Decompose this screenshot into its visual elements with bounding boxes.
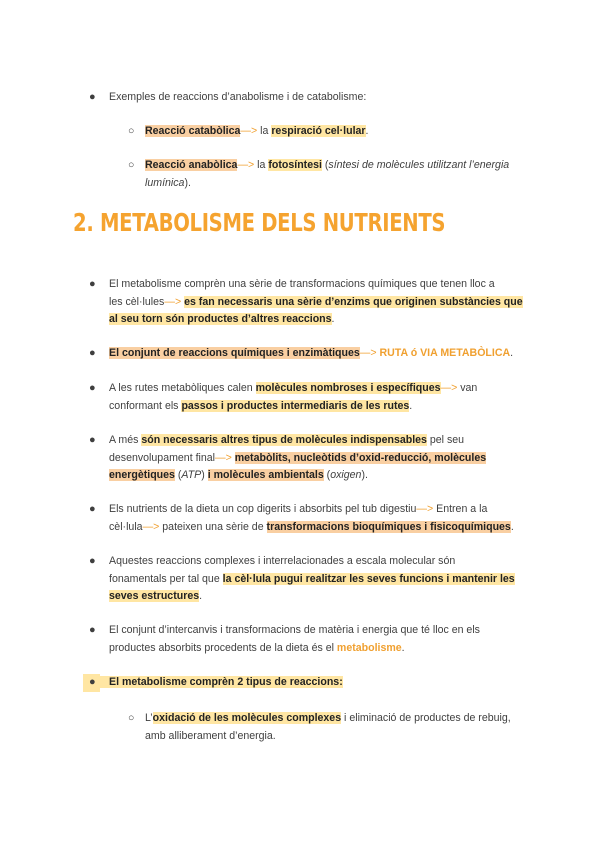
highlight: la cèl·lula pugui realitzar les seves funcions i mantenir les: [222, 572, 515, 585]
highlight: transformacions bioquímiques i fisicoquímiques: [266, 520, 511, 533]
paragraph-exchange: El conjunt d’intercanvis i transformacions de matèria i energia que té lloc en els productes absorbits procedents de la dieta és el metabolisme.: [109, 624, 480, 654]
highlight: El conjunt de reaccions químiques i enzimàtiques: [109, 347, 360, 359]
highlight: són necessaris altres tipus de molècules indispensables: [141, 434, 427, 446]
arrow: —>: [215, 451, 232, 464]
highlight: oxidació de les molècules complexes: [152, 712, 342, 724]
arrow: —>: [440, 382, 458, 394]
bullet-dot: ●: [89, 555, 96, 567]
highlight: metabòlits, nucleòtids d’oxid-reducció, molècules: [234, 451, 487, 464]
catabolic-term: Reacció catabòlica: [145, 125, 241, 137]
paragraph-types: [100, 674, 343, 692]
highlight: fotosíntesi: [268, 159, 322, 171]
arrow: —>: [359, 347, 377, 359]
bullet-dot: ●: [89, 91, 96, 103]
highlight: al seu torn són productes d’altres reaccions: [109, 313, 332, 325]
highlight: molècules nombroses i específiques: [255, 382, 441, 394]
arrow: —>: [164, 295, 182, 308]
sub-bullet-circle: ○: [128, 712, 135, 724]
anabolic-term: Reacció anabòlica: [145, 159, 238, 171]
arrow: —>: [237, 159, 255, 171]
highlight: i molècules ambientals: [207, 469, 324, 481]
paragraph-metabolism: El metabolisme comprèn una sèrie de transformacions químiques que tenen lloc a les cèl·lules—> es fan necessaris una sèrie d’enzims que originen substàncies que al seu torn són productes d’altres reaccions.: [109, 278, 523, 325]
highlight: passos i productes intermediaris de les rutes: [181, 399, 410, 412]
paragraph-oxidation: L’oxidació de les molècules complexes i eliminació de productes de rebuig, amb alliberament d’energia.: [145, 712, 511, 742]
highlight: seves estructures: [109, 590, 200, 602]
anabolic-item: Reacció anabòlica—> la fotosíntesi (síntesi de molècules utilitzant l’energia lumínica).: [145, 159, 510, 189]
arrow: —>: [240, 125, 258, 137]
paragraph-nutrients: Els nutrients de la dieta un cop digerits i absorbits pel tub digestiu—> Entren a la cèl·lula—> pateixen una sèrie de transformacions bioquímiques i fisicoquímiques.: [109, 503, 514, 533]
bullet-dot: ●: [89, 503, 96, 515]
metabolism-term: metabolisme: [336, 641, 402, 654]
bullet-dot: ●: [89, 347, 96, 359]
highlight: es fan necessaris una sèrie d’enzims que originen substàncies que: [184, 295, 523, 308]
arrow: —>: [416, 503, 434, 515]
section-heading: 2. METABOLISME DELS NUTRIENTS: [73, 208, 446, 237]
highlight: El metabolisme comprèn 2 tipus de reaccions:: [100, 676, 343, 688]
intro-item: [109, 89, 366, 107]
paragraph-route: El conjunt de reaccions químiques i enzimàtiques—> RUTA ó VIA METABÒLICA.: [109, 347, 514, 359]
highlight: respiració cel·lular: [271, 125, 366, 137]
sub-bullet-circle: ○: [128, 159, 135, 171]
paragraph-reactions: Aquestes reaccions complexes i interrelacionades a escala molecular són fonamentals per tal que la cèl·lula pugui realitzar les seves funcions i mantenir les seves estructures.: [109, 555, 515, 602]
bullet-dot: ●: [89, 624, 96, 636]
catabolic-item: Reacció catabòlica—> la respiració cel·lular.: [145, 125, 369, 137]
bullet-dot: ●: [89, 278, 96, 290]
intro-title: Exemples de reaccions d’anabolisme i de catabolisme:: [109, 91, 367, 103]
paragraph-molecules: A més són necessaris altres tipus de molècules indispensables pel seu desenvolupament final—> metabòlits, nucleòtids d’oxid-reducció, molècules energètiques (ATP) i molècules ambientals (oxigen).: [109, 434, 487, 481]
bullet-dot: ●: [89, 382, 96, 394]
bullet-dot: ●: [89, 676, 96, 688]
sub-bullet-circle: ○: [128, 125, 135, 137]
arrow: —>: [142, 520, 160, 533]
paragraph-routes: A les rutes metabòliques calen molècules nombroses i específiques—> van conformant els passos i productes intermediaris de les rutes.: [109, 382, 478, 412]
bullet-dot: ●: [89, 434, 96, 446]
route-label: RUTA ó VIA METABÒLICA: [376, 347, 511, 359]
highlight: energètiques: [109, 469, 175, 481]
